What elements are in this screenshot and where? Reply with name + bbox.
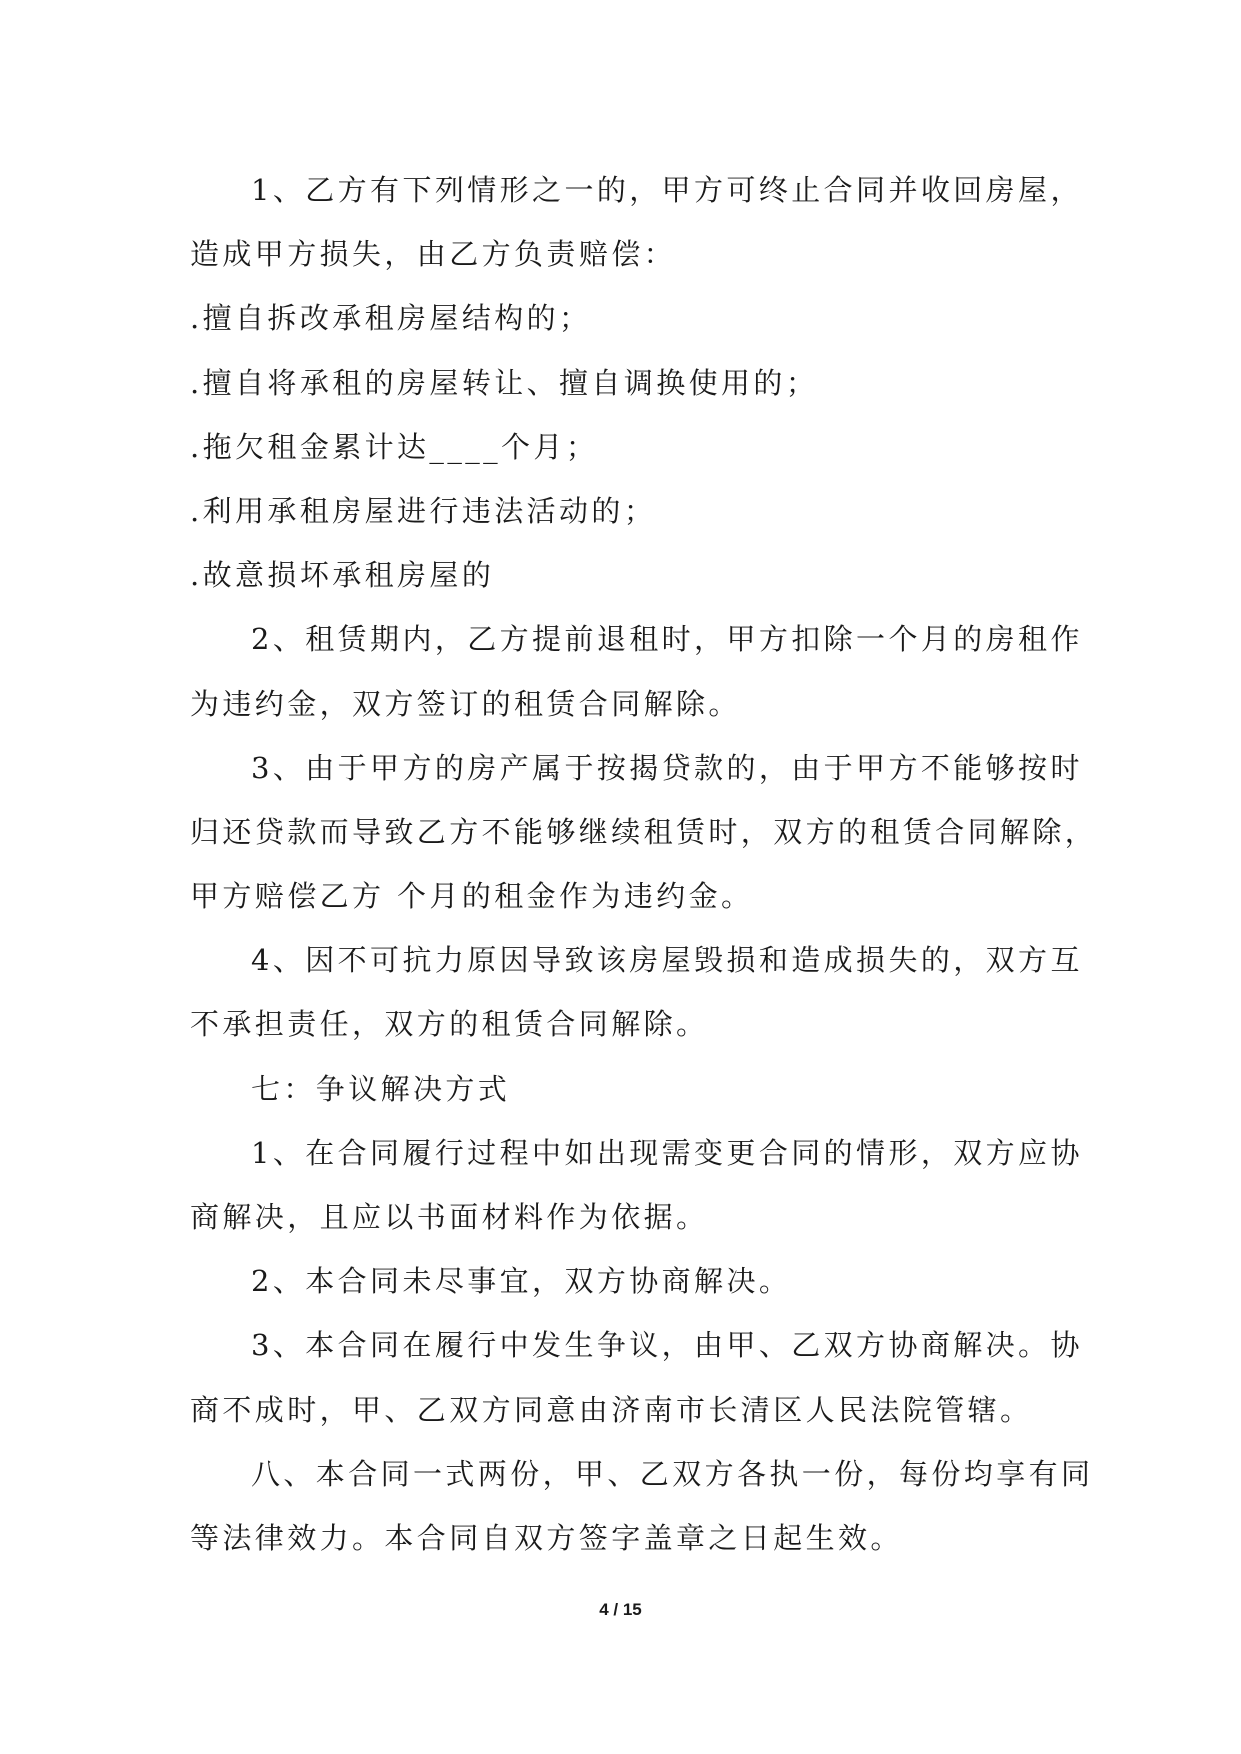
page-number: 4 / 15 xyxy=(599,1600,642,1619)
text-line: 3、由于甲方的房产属于按揭贷款的，由于甲方不能够按时 xyxy=(251,750,1083,785)
document-body xyxy=(190,158,1098,1570)
text-line: 归还贷款而导致乙方不能够继续租赁时，双方的租赁合同解除， xyxy=(190,814,1098,849)
text-line: 为违约金，双方签订的租赁合同解除。 xyxy=(190,686,741,721)
text-line: 甲方赔偿乙方 个月的租金作为违约金。 xyxy=(190,879,754,914)
text-line: 等法律效力。本合同自双方签字盖章之日起生效。 xyxy=(190,1520,903,1555)
text-line: .故意损坏承租房屋的 xyxy=(190,558,495,593)
text-line: 不承担责任，双方的租赁合同解除。 xyxy=(190,1007,709,1042)
text-line: .拖欠租金累计达____个月； xyxy=(190,429,599,464)
text-line: 商解决，且应以书面材料作为依据。 xyxy=(190,1200,709,1234)
text-line: .擅自拆改承租房屋结构的； xyxy=(190,301,592,336)
text-line: 3、本合同在履行中发生争议，由甲、乙双方协商解决。协 xyxy=(251,1328,1083,1363)
text-line: 1、在合同履行过程中如出现需变更合同的情形，双方应协 xyxy=(251,1135,1083,1170)
text-line: 4、因不可抗力原因导致该房屋毁损和造成损失的，双方互 xyxy=(251,943,1083,978)
section-heading: 七：争议解决方式 xyxy=(251,1071,511,1106)
text-line: 八、本合同一式两份，甲、乙双方各执一份，每份均享有同 xyxy=(251,1456,1094,1491)
text-line: .擅自将承租的房屋转让、擅自调换使用的； xyxy=(190,365,819,400)
text-line: 2、本合同未尽事宜，双方协商解决。 xyxy=(251,1264,792,1299)
text-line: 造成甲方损失，由乙方负责赔偿： xyxy=(190,237,677,272)
text-line: .利用承租房屋进行违法活动的； xyxy=(190,493,657,528)
text-line: 2、租赁期内，乙方提前退租时，甲方扣除一个月的房租作 xyxy=(251,622,1083,657)
text-line: 1、乙方有下列情形之一的，甲方可终止合同并收回房屋， xyxy=(251,173,1083,207)
text-line: 商不成时，甲、乙双方同意由济南市长清区人民法院管辖。 xyxy=(190,1392,1033,1427)
